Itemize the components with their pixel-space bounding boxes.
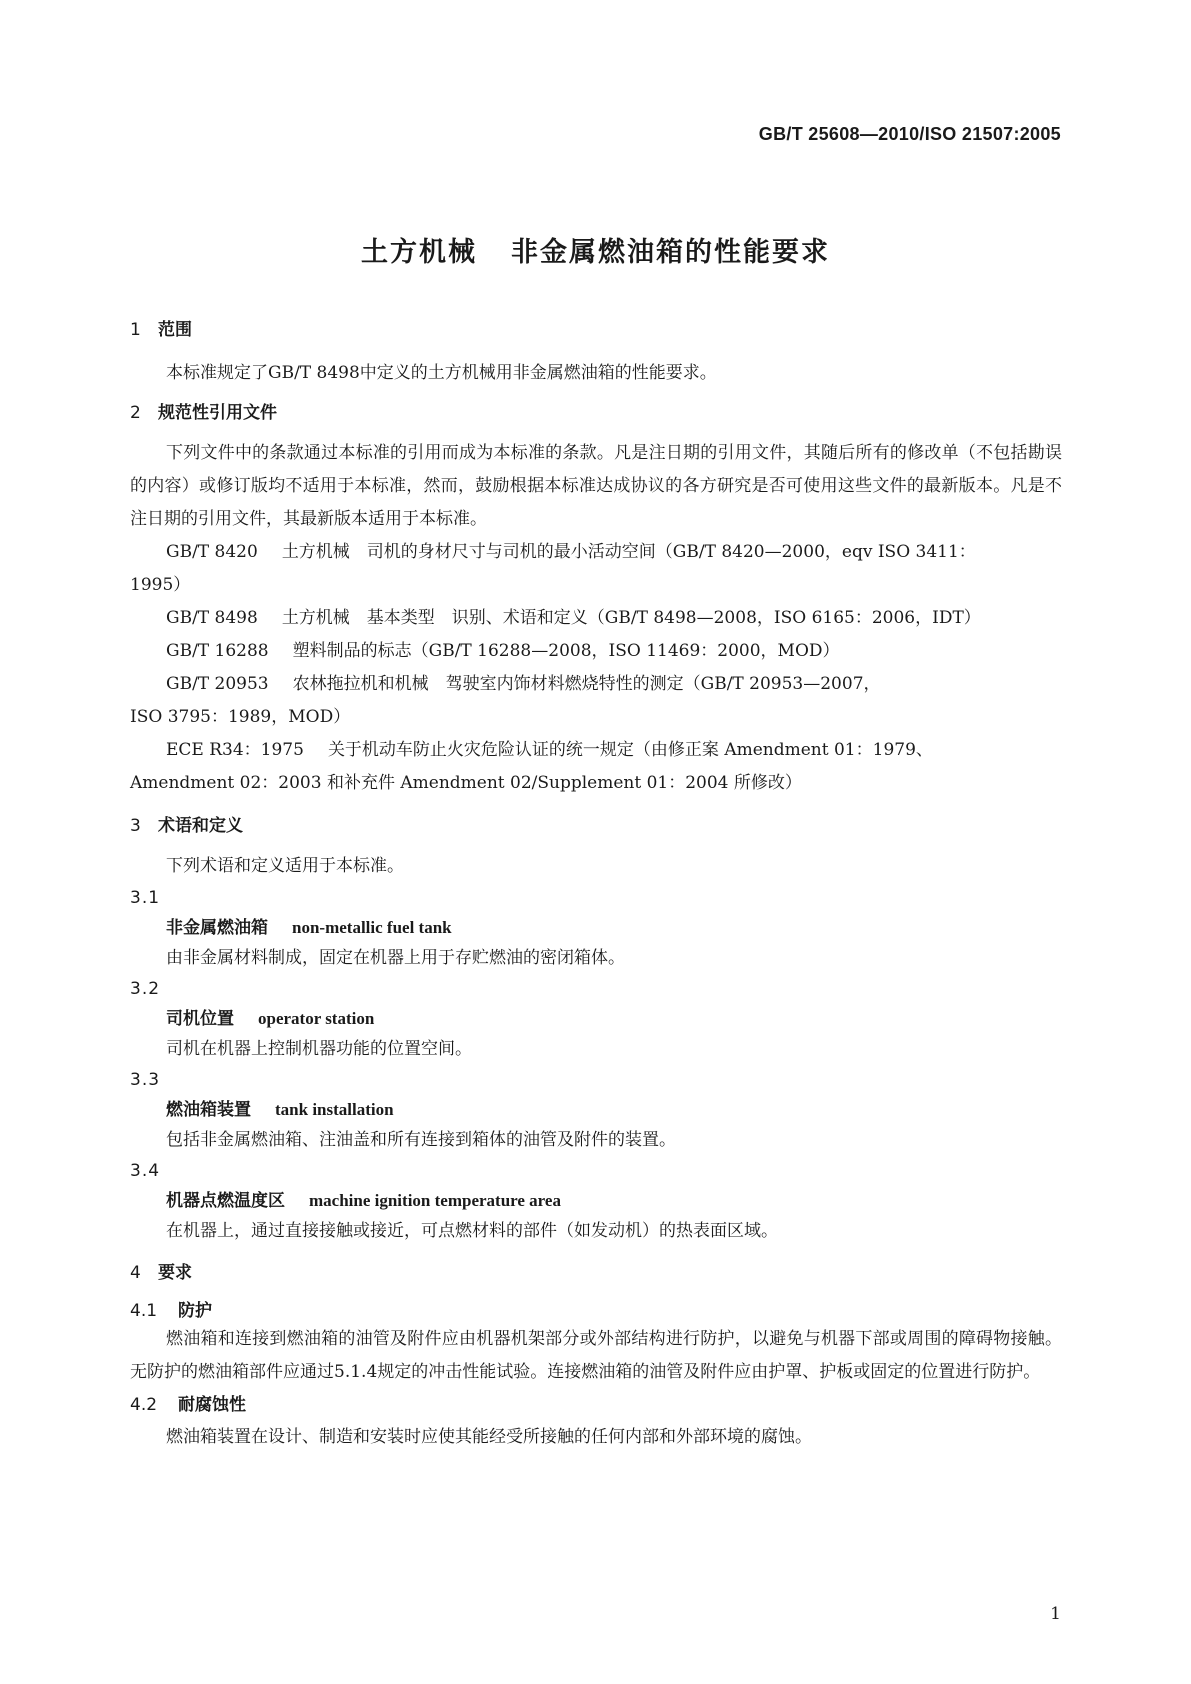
standard-code: GB/T 25608—2010/ISO 21507:2005 bbox=[758, 124, 1061, 144]
term-definition: 司机在机器上控制机器功能的位置空间。 bbox=[166, 1039, 472, 1059]
section-1-heading: 1 范围 bbox=[130, 320, 192, 340]
term-entry bbox=[130, 1186, 1062, 1216]
title-part-1: 土方机械 bbox=[361, 237, 477, 268]
section-3-heading: 3 术语和定义 bbox=[130, 816, 243, 836]
term-number: 3.1 bbox=[130, 888, 161, 908]
term-definition: 在机器上，通过直接接触或接近，可点燃材料的部件（如发动机）的热表面区域。 bbox=[166, 1221, 778, 1241]
reference-code: GB/T 8498 bbox=[166, 608, 258, 628]
term-en: tank installation bbox=[275, 1100, 394, 1119]
subsection-4-1-heading: 4.1 防护 bbox=[130, 1301, 212, 1321]
term-definition: 包括非金属燃油箱、注油盖和所有连接到箱体的油管及附件的装置。 bbox=[166, 1130, 676, 1150]
term-cn: 机器点燃温度区 bbox=[166, 1191, 285, 1211]
reference-item bbox=[130, 734, 1062, 800]
term-number: 3.4 bbox=[130, 1161, 161, 1181]
reference-code: GB/T 16288 bbox=[166, 641, 269, 661]
subsection-4-2-paragraph: 燃油箱装置在设计、制造和安装时应使其能经受所接触的任何内部和外部环境的腐蚀。 bbox=[166, 1427, 812, 1447]
term-en: operator station bbox=[258, 1009, 375, 1028]
term-cn: 非金属燃油箱 bbox=[166, 918, 268, 938]
reference-item bbox=[130, 602, 1062, 635]
subsection-4-2-heading: 4.2 耐腐蚀性 bbox=[130, 1395, 246, 1415]
section-1-paragraph: 本标准规定了GB/T 8498中定义的土方机械用非金属燃油箱的性能要求。 bbox=[166, 363, 717, 383]
reference-item bbox=[130, 635, 1062, 668]
reference-title: 土方机械 司机的身材尺寸与司机的最小活动空间（GB/T 8420—2000，eqv ISO 3411： bbox=[281, 542, 976, 562]
section-3-paragraph: 下列术语和定义适用于本标准。 bbox=[166, 856, 404, 876]
reference-title: 农林拖拉机和机械 驾驶室内饰材料燃烧特性的测定（GB/T 20953—2007， bbox=[292, 674, 881, 694]
section-4-heading: 4 要求 bbox=[130, 1263, 192, 1283]
reference-code: ECE R34：1975 bbox=[166, 740, 304, 760]
reference-title: 土方机械 基本类型 识别、术语和定义（GB/T 8498—2008，ISO 6165：2006，IDT） bbox=[281, 608, 981, 628]
term-cn: 司机位置 bbox=[166, 1009, 234, 1029]
term-entry bbox=[130, 1004, 1062, 1034]
title-part-2: 非金属燃油箱的性能要求 bbox=[511, 237, 830, 268]
document-body bbox=[130, 318, 1062, 1454]
term-definition: 由非金属材料制成，固定在机器上用于存贮燃油的密闭箱体。 bbox=[166, 948, 625, 968]
term-entry bbox=[130, 913, 1062, 943]
term-number: 3.3 bbox=[130, 1070, 161, 1090]
reference-code: GB/T 8420 bbox=[166, 542, 258, 562]
reference-item bbox=[130, 536, 1062, 602]
reference-code: GB/T 20953 bbox=[166, 674, 269, 694]
page-number: 1 bbox=[1050, 1604, 1061, 1624]
term-en: machine ignition temperature area bbox=[309, 1191, 561, 1210]
reference-continuation: Amendment 02：2003 和补充件 Amendment 02/Supplement 01：2004 所修改） bbox=[130, 773, 802, 793]
reference-continuation: 1995） bbox=[130, 575, 191, 595]
section-2-heading: 2 规范性引用文件 bbox=[130, 403, 277, 423]
reference-title: 塑料制品的标志（GB/T 16288—2008，ISO 11469：2000，MOD） bbox=[292, 641, 840, 661]
term-entry bbox=[130, 1095, 1062, 1125]
term-cn: 燃油箱装置 bbox=[166, 1100, 251, 1120]
term-en: non-metallic fuel tank bbox=[292, 918, 452, 937]
reference-item bbox=[130, 668, 1062, 734]
section-2-paragraph: 下列文件中的条款通过本标准的引用而成为本标准的条款。凡是注日期的引用文件，其随后所有的修改单（不包括勘误的内容）或修订版均不适用于本标准，然而，鼓励根据本标准达成协议的各方研究是否可使用这些文件的最新版本。凡是不注日期的引用文件，其最新版本适用于本标准。 bbox=[130, 443, 1062, 529]
subsection-4-1-paragraph: 燃油箱和连接到燃油箱的油管及附件应由机器机架部分或外部结构进行防护，以避免与机器下部或周围的障碍物接触。无防护的燃油箱部件应通过5.1.4规定的冲击性能试验。连接燃油箱的油管及附件应由护罩、护板或固定的位置进行防护。 bbox=[130, 1329, 1062, 1382]
reference-continuation: ISO 3795：1989，MOD） bbox=[130, 707, 351, 727]
reference-title: 关于机动车防止火灾危险认证的统一规定（由修正案 Amendment 01：1979、 bbox=[327, 740, 933, 760]
document-title bbox=[0, 230, 1191, 269]
term-number: 3.2 bbox=[130, 979, 161, 999]
